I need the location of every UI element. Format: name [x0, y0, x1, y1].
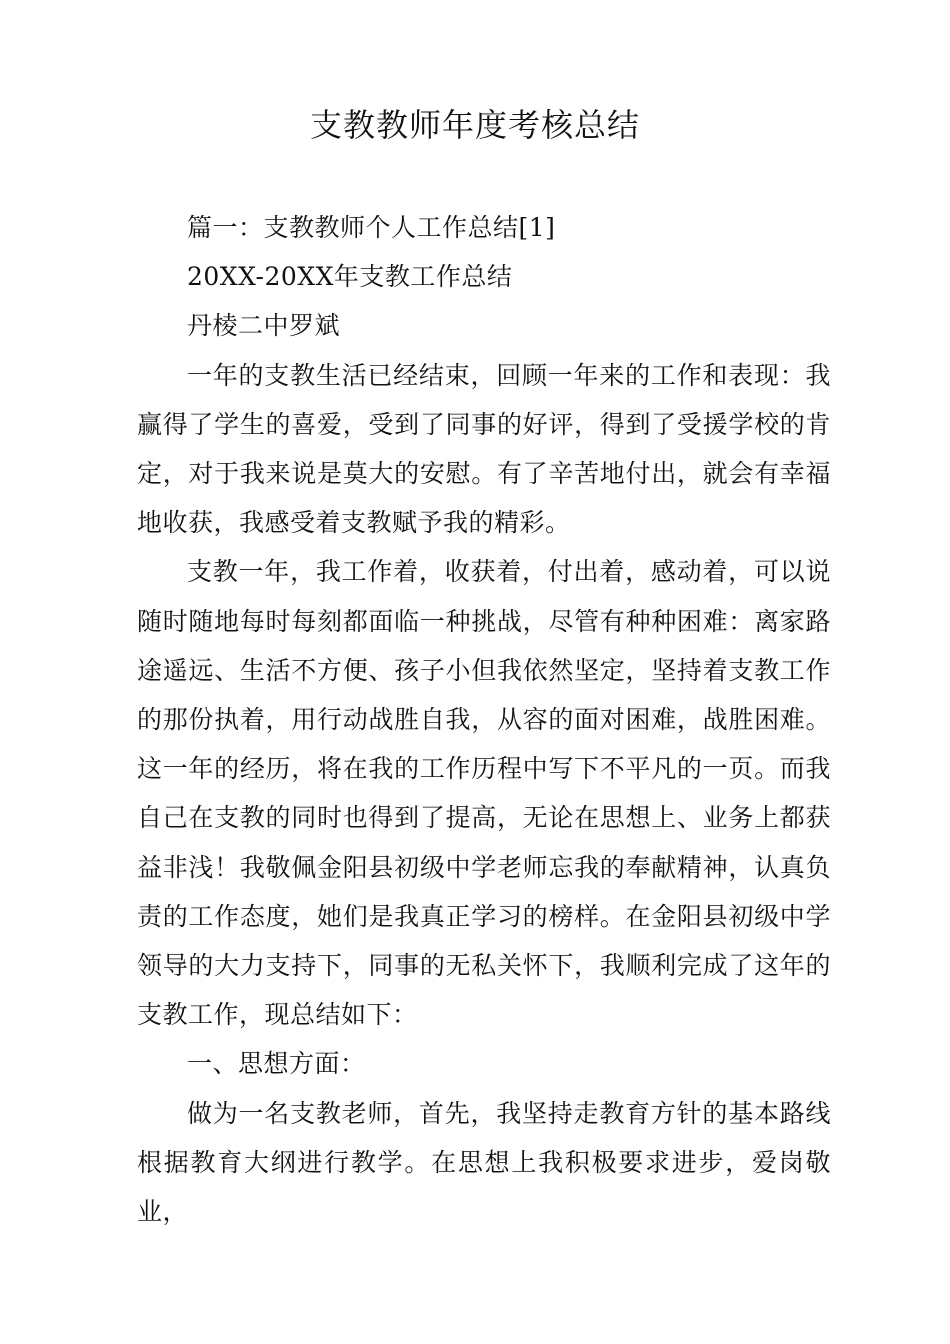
paragraph-overview: 支教一年，我工作着，收获着，付出着，感动着，可以说随时随地每时每刻都面临一种挑战，尽管有种种困难：离家路途遥远、生活不方便、孩子小但我依然坚定，坚持着支教工作的那份执着，用行动战胜自我，从容的面对困难，战胜困难。这一年的经历，将在我的工作历程中写下不平凡的一页。而我自己在支教的同时也得到了提高，无论在思想上、业务上都获益非浅！我敬佩金阳县初级中学老师忘我的奉献精神，认真负责的工作态度，她们是我真正学习的榜样。在金阳县初级中学领导的大力支持下，同事的无私关怀下，我顺利完成了这年的支教工作，现总结如下： [137, 557, 831, 1030]
document-title: 支教教师年度考核总结 [309, 106, 640, 144]
section-heading-thought: 一、思想方面： [187, 1049, 366, 1079]
author-line: 丹棱二中罗斌 [187, 311, 341, 341]
paragraph-thought: 做为一名支教老师，首先，我坚持走教育方针的基本路线根据教育大纲进行教学。在思想上我积极要求进步，爱岗敬业， [137, 1098, 831, 1227]
subtitle: 20XX-20XX年支教工作总结 [187, 262, 513, 292]
paragraph-intro: 一年的支教生活已经结束，回顾一年来的工作和表现：我赢得了学生的喜爱，受到了同事的好评，得到了受援学校的肯定，对于我来说是莫大的安慰。有了辛苦地付出，就会有幸福地收获，我感受着支教赋予我的精彩。 [137, 360, 831, 538]
document-body [137, 203, 831, 1236]
section-heading: 篇一：支教教师个人工作总结[1] [187, 213, 556, 242]
